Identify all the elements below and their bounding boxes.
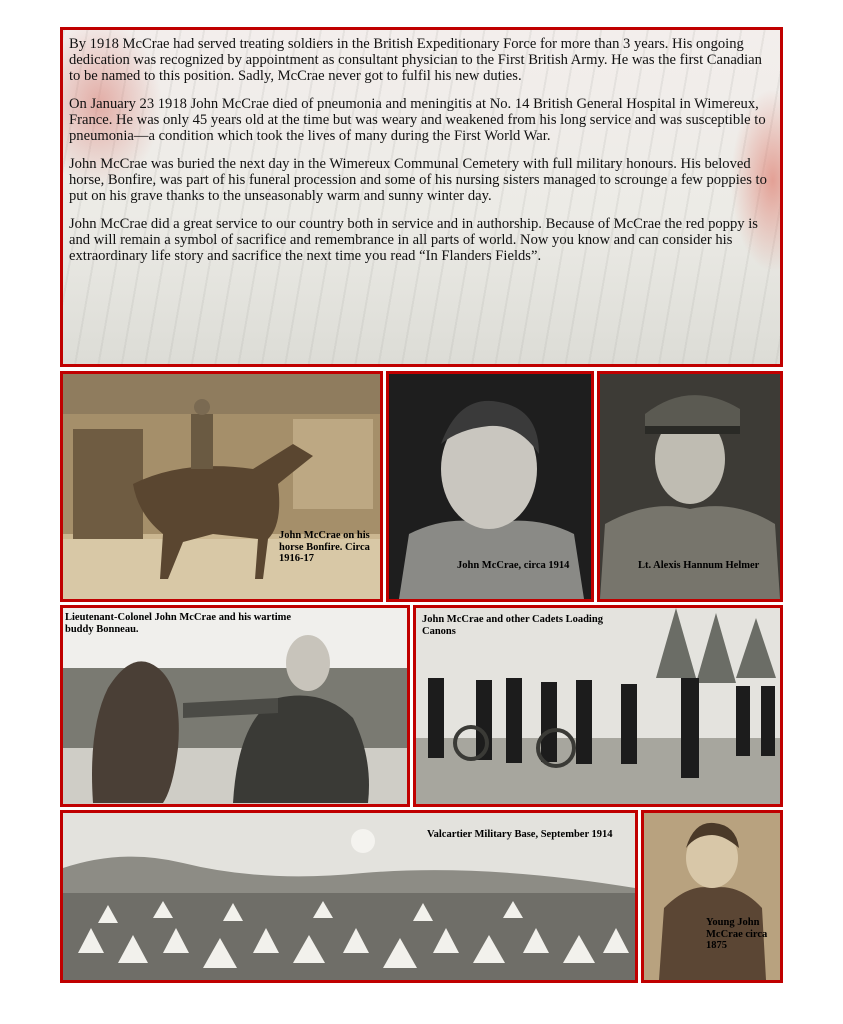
- caption-cadets: John McCrae and other Cadets Loading Canons: [422, 614, 603, 637]
- photo-horse: [60, 371, 383, 602]
- caption-portrait: John McCrae, circa 1914: [457, 560, 570, 571]
- photo-cadets: [413, 605, 783, 807]
- paragraph-3: John McCrae was buried the next day in the Wimereux Communal Cemetery with full military honours. His beloved horse, Bonfire, was part of his funeral procession and some of his nursing sisters managed to scrounge a few poppies to put on his grave thanks to the unseasonably warm and sunny winter day.: [69, 156, 767, 204]
- paragraph-1: By 1918 McCrae had served treating soldiers in the British Expeditionary Force for more than 3 years. His ongoing dedication was recognized by appointment as consultant physician to the First British Army. He was the first Canadian to be named to this position. Sadly, McCrae never got to fulfil his new duties.: [69, 36, 762, 84]
- caption-helmer: Lt. Alexis Hannum Helmer: [638, 560, 760, 571]
- caption-horse: John McCrae on his horse Bonfire. Circa 1916-17: [279, 530, 370, 564]
- caption-valcartier: Valcartier Military Base, September 1914: [427, 829, 613, 840]
- paragraph-2: On January 23 1918 John McCrae died of pneumonia and meningitis at No. 14 British General Hospital in Wimereux, France. He was only 45 years old at the time but was weary and weakened from his long service and was susceptible to pneumonia—a condition which took the lives of many during the First World War.: [69, 96, 766, 144]
- photo-young-mccrae: [641, 810, 783, 983]
- photo-valcartier: [60, 810, 638, 983]
- photo-helmer: [597, 371, 783, 602]
- horse-photo-image: [63, 374, 380, 599]
- text-panel: [60, 27, 783, 367]
- paragraph-4: John McCrae did a great service to our country both in service and in authorship. Because of McCrae the red poppy is and will remain a symbol of sacrifice and remembrance in all parts of world. Now you know and can consider his extraordinary life story and sacrifice the next time you read “In Flanders Fields”.: [69, 216, 758, 264]
- young-mccrae-photo-image: [644, 813, 780, 980]
- caption-young-mccrae: Young John McCrae circa 1875: [706, 917, 768, 951]
- caption-bonneau: Lieutenant-Colonel John McCrae and his wartime buddy Bonneau.: [65, 612, 292, 635]
- photo-bonneau: [60, 605, 410, 807]
- bonneau-photo-image: [63, 608, 407, 804]
- cadets-photo-image: [416, 608, 780, 804]
- photo-portrait: [386, 371, 594, 602]
